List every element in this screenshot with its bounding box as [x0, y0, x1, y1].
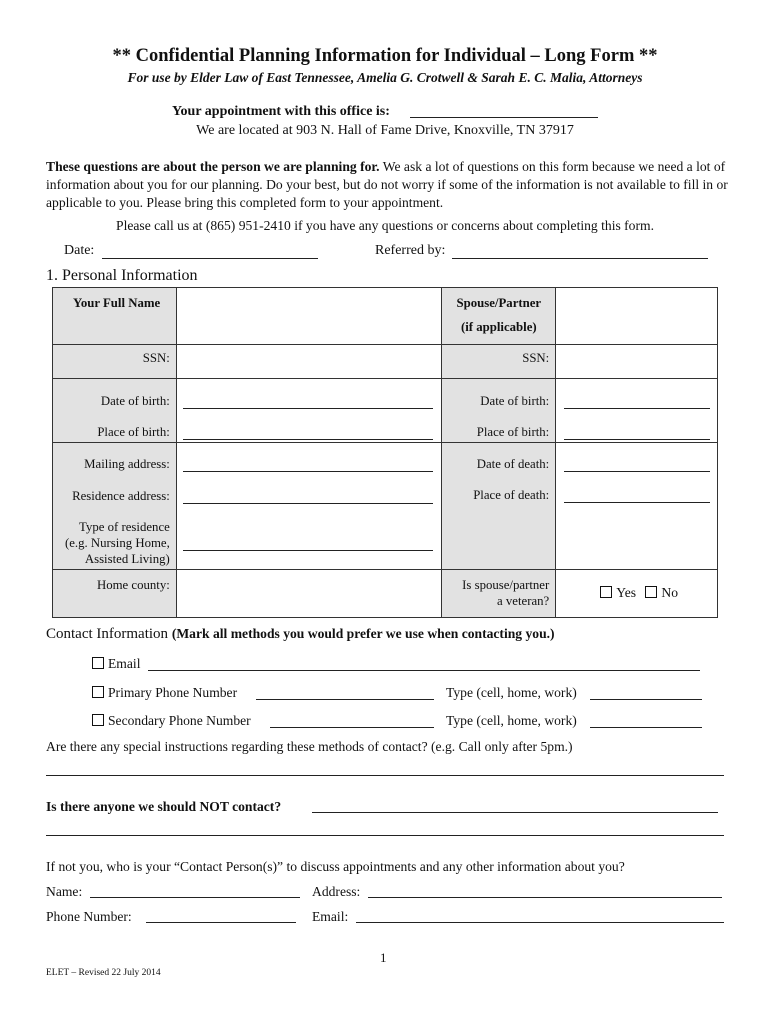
secondary-type-field[interactable] — [590, 727, 702, 728]
do-not-contact-question: Is there anyone we should NOT contact? — [46, 799, 282, 814]
veteran-yes-label: Yes — [616, 585, 637, 600]
veteran-label-line1: Is spouse/partner — [462, 578, 550, 592]
primary-type-label: Type (cell, home, work) — [446, 685, 577, 700]
spouse-dod-label: Date of death: — [476, 457, 550, 471]
home-county-field[interactable] — [176, 570, 442, 618]
spouse-dob-field[interactable] — [564, 408, 710, 409]
referred-by-label: Referred by: — [375, 243, 446, 258]
veteran-label-line2: a veteran? — [497, 594, 550, 608]
contact-email-field[interactable] — [356, 922, 724, 923]
revision-note: ELET – Revised 22 July 2014 — [46, 968, 161, 978]
veteran-yes-checkbox[interactable] — [600, 586, 612, 598]
residence-address-field[interactable] — [183, 503, 433, 504]
email-option — [92, 656, 140, 672]
dob-field[interactable] — [183, 408, 433, 409]
spouse-if-applicable: (if applicable) — [460, 320, 537, 334]
pob-field[interactable] — [183, 439, 433, 440]
residence-type-line3: Assisted Living) — [84, 552, 170, 566]
office-location: We are located at 903 N. Hall of Fame Drive, Knoxville, TN 37917 — [196, 123, 574, 138]
email-checkbox[interactable] — [92, 657, 104, 669]
full-name-field[interactable] — [176, 288, 442, 345]
personal-info-table — [52, 287, 718, 618]
special-instructions-field[interactable] — [46, 775, 724, 776]
call-us-note: Please call us at (865) 951-2410 if you have any questions or concerns about completing this form. — [116, 218, 654, 233]
residence-type-line2: (e.g. Nursing Home, — [64, 536, 170, 550]
spouse-dob-label: Date of birth: — [480, 394, 550, 408]
spouse-ssn-label: SSN: — [522, 351, 550, 365]
secondary-phone-checkbox[interactable] — [92, 714, 104, 726]
residence-type-field[interactable] — [183, 550, 433, 551]
intro-paragraph — [46, 158, 736, 212]
contact-address-field[interactable] — [368, 897, 722, 898]
spouse-pob-label: Place of birth: — [476, 425, 550, 439]
ssn-field[interactable] — [176, 345, 442, 379]
veteran-no-checkbox[interactable] — [645, 586, 657, 598]
secondary-phone-option — [92, 713, 251, 729]
special-instructions-question: Are there any special instructions regarding these methods of contact? (e.g. Call only after 5pm.) — [46, 739, 573, 754]
residence-type-line1: Type of residence — [79, 520, 170, 534]
veteran-options — [600, 585, 678, 601]
spouse-name-field[interactable] — [556, 288, 718, 345]
email-option-label: Email — [108, 656, 141, 671]
spouse-ssn-field[interactable] — [556, 345, 718, 379]
section-personal-heading: 1. Personal Information — [46, 267, 198, 284]
primary-phone-checkbox[interactable] — [92, 686, 104, 698]
primary-phone-label: Primary Phone Number — [108, 685, 238, 700]
date-field[interactable] — [102, 258, 318, 259]
phone-number-label: Phone Number: — [46, 909, 132, 924]
date-label: Date: — [64, 243, 95, 258]
spouse-pob-field[interactable] — [564, 439, 710, 440]
primary-phone-field[interactable] — [256, 699, 434, 700]
primary-type-field[interactable] — [590, 699, 702, 700]
contact-heading-title: Contact Information — [46, 626, 169, 642]
do-not-contact-field[interactable] — [312, 812, 718, 813]
ssn-label: SSN: — [142, 351, 170, 365]
referred-by-field[interactable] — [452, 258, 708, 259]
pob-label: Place of birth: — [97, 425, 170, 439]
intro-body: We ask a lot of questions on this form because we need a lot of information about you for our planning. Do your best, but do not worry if some of the information is not available to fill in or applicable to you. Please bring this completed form to your appointment. — [46, 159, 728, 210]
form-title: ** Confidential Planning Information for Individual – Long Form ** — [112, 46, 658, 66]
primary-phone-option — [92, 685, 237, 701]
dob-label: Date of birth: — [100, 394, 170, 408]
address-label: Address: — [312, 884, 361, 899]
residence-address-label: Residence address: — [72, 489, 170, 503]
do-not-contact-field-2[interactable] — [46, 835, 724, 836]
contact-person-question: If not you, who is your “Contact Person(s)” to discuss appointments and any other information about you? — [46, 859, 625, 874]
email-label: Email: — [312, 909, 349, 924]
contact-heading — [46, 626, 555, 643]
contact-phone-field[interactable] — [146, 922, 296, 923]
secondary-type-label: Type (cell, home, work) — [446, 713, 577, 728]
form-subtitle: For use by Elder Law of East Tennessee, Amelia G. Crotwell & Sarah E. C. Malia, Attorneys — [127, 70, 643, 85]
full-name-label: Your Full Name — [73, 296, 161, 310]
appointment-field[interactable] — [410, 117, 598, 118]
spouse-dod-field[interactable] — [564, 471, 710, 472]
secondary-phone-label: Secondary Phone Number — [108, 713, 251, 728]
mailing-address-field[interactable] — [183, 471, 433, 472]
name-label: Name: — [46, 884, 83, 899]
spouse-label: Spouse/Partner — [456, 296, 542, 310]
spouse-pod-label: Place of death: — [473, 488, 550, 502]
secondary-phone-field[interactable] — [270, 727, 434, 728]
spouse-pod-field[interactable] — [564, 502, 710, 503]
mailing-address-label: Mailing address: — [84, 457, 170, 471]
email-field[interactable] — [148, 670, 700, 671]
appointment-label: Your appointment with this office is: — [172, 104, 390, 119]
page-number: 1 — [380, 950, 387, 965]
contact-heading-note: (Mark all methods you would prefer we use when contacting you.) — [171, 626, 555, 641]
veteran-no-label: No — [661, 585, 679, 600]
intro-lead: These questions are about the person we are planning for. — [46, 159, 380, 174]
contact-name-field[interactable] — [90, 897, 300, 898]
home-county-label: Home county: — [96, 578, 170, 592]
